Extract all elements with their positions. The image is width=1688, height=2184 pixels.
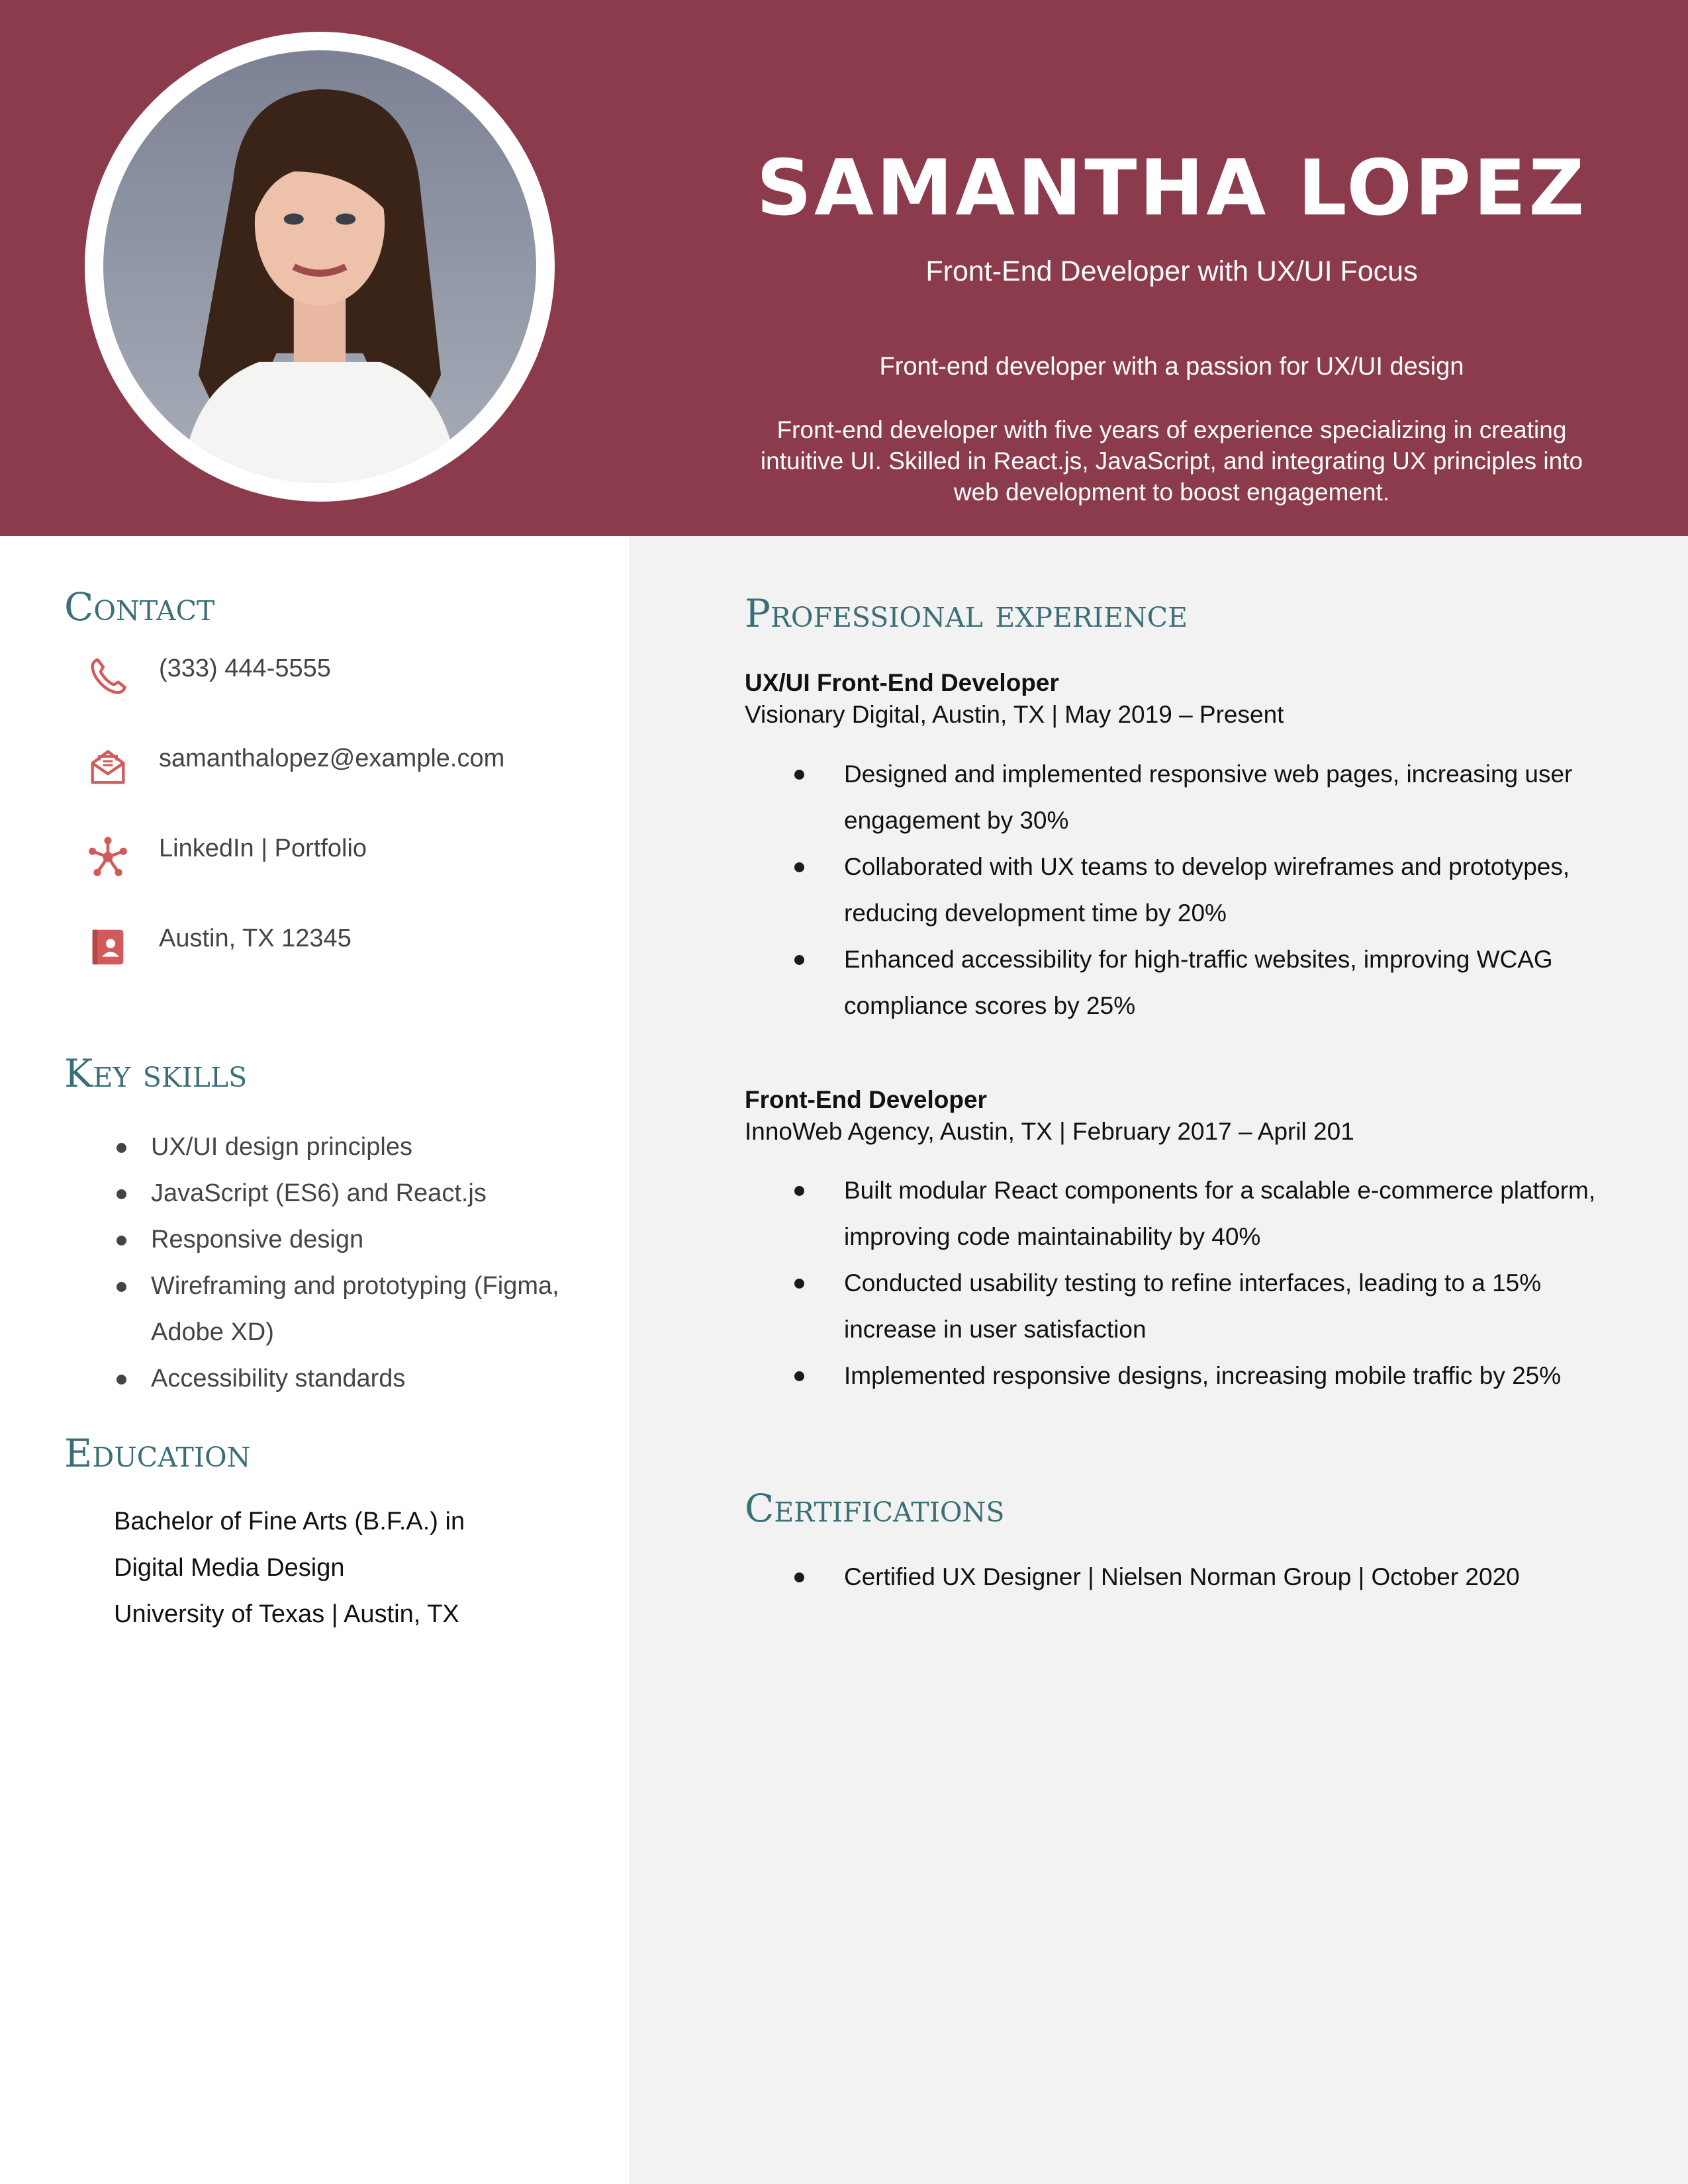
certifications-heading: Certifications bbox=[745, 1486, 1005, 1531]
job-2-meta: InnoWeb Agency, Austin, TX | February 2017 – April 201 bbox=[745, 1118, 1354, 1145]
job-1-bullets bbox=[794, 751, 1615, 1029]
job-bullet: Conducted usability testing to refine interfaces, leading to a 15% increase in user satisfaction bbox=[794, 1260, 1615, 1353]
experience-heading: Professional experience bbox=[745, 591, 1188, 636]
skill-item: Wireframing and prototyping (Figma, Adobe XD) bbox=[117, 1263, 580, 1355]
school: University of Texas | Austin, TX bbox=[114, 1600, 459, 1628]
job-bullet: Enhanced accessibility for high-traffic websites, improving WCAG compliance scores by 25% bbox=[794, 936, 1615, 1029]
certification-item: Certified UX Designer | Nielsen Norman Group | October 2020 bbox=[794, 1554, 1615, 1600]
header-banner bbox=[0, 0, 1688, 536]
certifications-list bbox=[794, 1554, 1615, 1600]
job-title-headline: Front-End Developer with UX/UI Focus bbox=[925, 255, 1418, 287]
degree-line-1: Bachelor of Fine Arts (B.F.A.) in bbox=[114, 1508, 465, 1535]
contact-links bbox=[85, 834, 614, 887]
key-skills-heading: Key skills bbox=[64, 1051, 248, 1096]
profile-photo bbox=[103, 50, 536, 483]
job-1-title: UX/UI Front-End Developer bbox=[745, 669, 1059, 696]
education-heading: Education bbox=[64, 1431, 251, 1476]
job-bullet: Built modular React components for a scalable e-commerce platform, improving code maintainability by 40% bbox=[794, 1167, 1615, 1260]
job-2-title: Front-End Developer bbox=[745, 1086, 987, 1113]
job-2-bullets bbox=[794, 1167, 1615, 1399]
email-icon bbox=[85, 744, 131, 790]
location: Austin, TX 12345 bbox=[159, 925, 352, 952]
skill-item: Responsive design bbox=[117, 1216, 580, 1263]
phone-icon bbox=[85, 654, 131, 700]
skill-item: Accessibility standards bbox=[117, 1355, 580, 1402]
skill-item: JavaScript (ES6) and React.js bbox=[117, 1170, 580, 1216]
summary-text: Front-end developer with five years of experience specializing in creating intuitive UI. Skilled in React.js, JavaScript, and integrating UX principles into web development to boost engagement. bbox=[760, 416, 1583, 506]
job-bullet: Implemented responsive designs, increasing mobile traffic by 25% bbox=[794, 1353, 1615, 1399]
email-address: samanthalopez@example.com bbox=[159, 745, 505, 772]
network-icon bbox=[85, 834, 131, 880]
contact-email bbox=[85, 744, 614, 797]
degree-line-2: Digital Media Design bbox=[114, 1554, 345, 1582]
skill-item: UX/UI design principles bbox=[117, 1124, 580, 1170]
contact-address bbox=[85, 924, 614, 977]
candidate-name: SAMANTHA LOPEZ bbox=[756, 144, 1587, 233]
phone-number: (333) 444-5555 bbox=[159, 655, 331, 682]
job-1-meta: Visionary Digital, Austin, TX | May 2019 – Present bbox=[745, 701, 1284, 728]
skills-list bbox=[117, 1124, 580, 1402]
linkedin-portfolio-links[interactable]: LinkedIn | Portfolio bbox=[159, 835, 367, 862]
education-block bbox=[114, 1498, 590, 1637]
job-bullet: Collaborated with UX teams to develop wireframes and prototypes, reducing development time by 20% bbox=[794, 844, 1615, 936]
address-book-icon bbox=[85, 924, 131, 970]
profile-photo-frame bbox=[85, 32, 555, 502]
job-bullet: Designed and implemented responsive web pages, increasing user engagement by 30% bbox=[794, 751, 1615, 844]
tagline: Front-end developer with a passion for UX/UI design bbox=[879, 353, 1464, 381]
contact-heading: Contact bbox=[64, 584, 215, 629]
contact-phone bbox=[85, 654, 614, 707]
